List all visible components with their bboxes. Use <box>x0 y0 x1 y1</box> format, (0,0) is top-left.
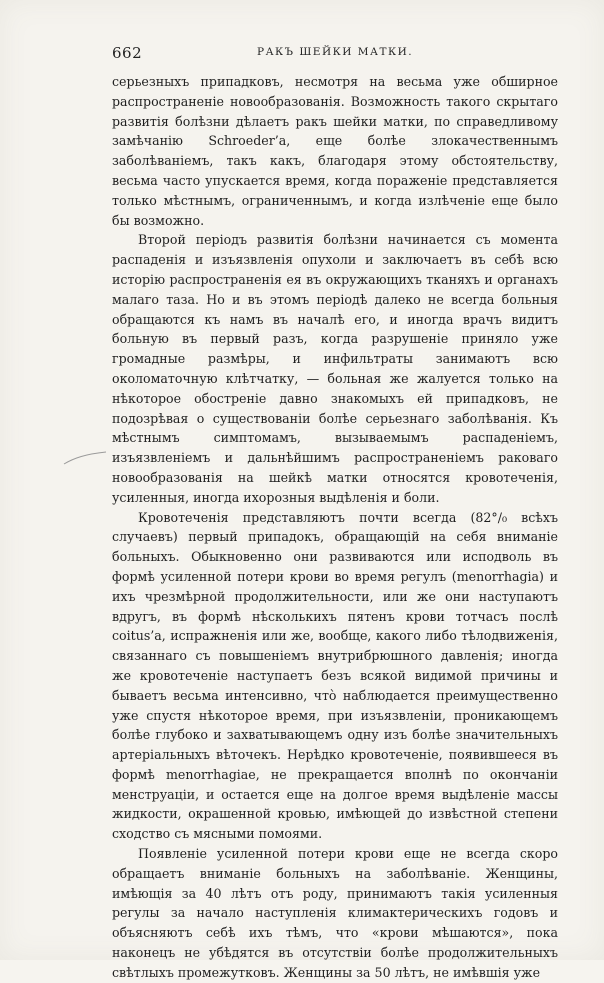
page-header <box>112 44 552 64</box>
body-text <box>112 72 558 983</box>
page-number: 662 <box>112 44 143 62</box>
paragraph-1: серьезныхъ припадковъ, несмотря на весьма уже обширное распространеніе новообразованія. Возможность такого скрытаго развитія болѣзни дѣлаетъ ракъ шейки матки, по справедливому замѣчанію Schroeder’a, еще болѣе злокачественнымъ заболѣваніемъ, такъ какъ, благодаря этому обстоятельству, весьма часто упускается время, когда пораженіе представляется только мѣстнымъ, ограниченнымъ, и когда излѣченіе еще было бы возможно. <box>112 74 558 228</box>
paragraph-3: Кровотеченія представляютъ почти всегда (82°/₀ всѣхъ случаевъ) первый припадокъ, обращающій на себя вниманіе больныхъ. Обыкновенно они развиваются или исподволь въ формѣ усиленной потери крови во время регулъ (menorrhagia) и ихъ чрезмѣрной продолжительности, или же они наступаютъ вдругъ, въ формѣ нѣсколькихъ пятенъ крови тотчасъ послѣ coitus’a, испражненія или же, вообще, какого либо тѣлодвиженія, связаннаго съ повышеніемъ внутрибрюшного давленія; иногда же кровотеченіе наступаетъ безъ всякой видимой причины и бываетъ весьма интенсивно, чтò наблюдается преимущественно уже спустя нѣкоторое время, при изъязвленіи, проникающемъ болѣе глубоко и захватывающемъ одну изъ болѣе значительныхъ артеріальныхъ вѣточекъ. Нерѣдко кровотеченіе, появившееся въ формѣ menorrhagiae, не прекращается вполнѣ по окончаніи менструаціи, и остается еще на долгое время выдѣленіе массы жидкости, окрашенной кровью, имѣющей до извѣстной степени сходство съ мясными помоями. <box>112 509 558 842</box>
running-title: РАКЪ ШЕЙКИ МАТКИ. <box>257 46 414 58</box>
paragraph-2: Второй періодъ развитія болѣзни начинается съ момента распаденія и изъязвленія опухоли и заключаетъ въ себѣ всю исторію распространенія ея въ окружающихъ тканяхъ и органахъ малаго таза. Но и въ этомъ періодѣ далеко не всегда больныя обращаются къ намъ въ началѣ его, и иногда врачъ видитъ больную въ первый разъ, когда разрушеніе приняло уже громадные размѣры, и инфильтраты занимаютъ всю околоматочную клѣтчатку, — больная же жалуется только на нѣкоторое обостреніе давно знакомыхъ ей припадковъ, не подозрѣвая о существованіи болѣе серьезнаго заболѣванія. Къ мѣстнымъ симптомамъ, вызываемымъ распаденіемъ, изъязвленіемъ и дальнѣйшимъ распространеніемъ раковаго новообразованія на шейкѣ матки относятся кровотеченія, усиленныя, иногда ихорозныя выдѣленія и боли. <box>112 232 558 505</box>
paragraph-4: Появленіе усиленной потери крови еще не всегда скоро обращаетъ вниманіе больныхъ на заболѣваніе. Женщины, имѣющія за 40 лѣтъ отъ роду, принимаютъ такія усиленныя регулы за начало наступленія климактерическихъ годовъ и объясняютъ себѣ ихъ тѣмъ, что «крови мѣшаются», пока наконецъ не убѣдятся въ отсутствіи болѣе продолжительныхъ свѣтлыхъ промежутковъ. Женщины за 50 лѣтъ, не имѣвшія уже <box>112 846 558 980</box>
margin-pencil-mark-icon <box>62 450 110 470</box>
